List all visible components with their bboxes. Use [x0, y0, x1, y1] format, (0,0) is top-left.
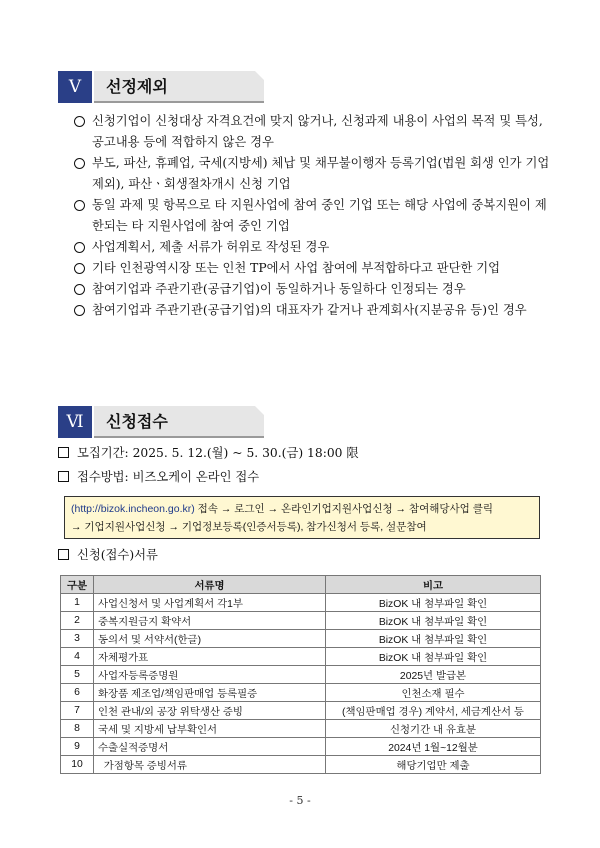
table-row: 8 국세 및 지방세 납부확인서 신청기간 내 유효분 [61, 720, 541, 738]
bullet-circle-icon [74, 284, 85, 295]
table-row: 5 사업자등록증명원 2025년 발급본 [61, 666, 541, 684]
section-6-number: Ⅵ [58, 406, 92, 438]
application-period: 모집기간: 2025. 5. 12.(월) ~ 5. 30.(금) 18:00 限 [58, 444, 359, 462]
table-row: 3 동의서 및 서약서(한글) BizOK 내 첨부파일 확인 [61, 630, 541, 648]
required-documents-table [60, 575, 541, 774]
checkbox-square-icon [58, 471, 69, 482]
exclusion-item: 신청기업이 신청대상 자격요건에 맞지 않거나, 신청과제 내용이 사업의 목적 및 특성, 공고내용 등에 적합하지 않은 경우 [72, 111, 552, 153]
exclusion-item: 참여기업과 주관기관(공급기업)이 동일하거나 동일하다 인정되는 경우 [72, 279, 552, 300]
application-steps-box [64, 496, 540, 539]
bullet-circle-icon [74, 305, 85, 316]
header-note: 비고 [326, 576, 541, 594]
bullet-circle-icon [74, 200, 85, 211]
exclusion-list [72, 111, 552, 321]
checkbox-square-icon [58, 549, 69, 560]
application-steps-line-1: (http://bizok.incheon.go.kr) 접속 → 로그인 → 온라인기업지원사업신청 → 참여해당사업 클릭 [71, 503, 494, 515]
checkbox-square-icon [58, 447, 69, 458]
bizok-url-link[interactable]: (http://bizok.incheon.go.kr) [71, 503, 195, 515]
table-row: 6 화장품 제조업/책임판매업 등록필증 인천소재 필수 [61, 684, 541, 702]
bullet-circle-icon [74, 158, 85, 169]
bullet-circle-icon [74, 116, 85, 127]
table-header-row [61, 576, 541, 594]
header-doc-name: 서류명 [94, 576, 326, 594]
bullet-circle-icon [74, 242, 85, 253]
section-5-header [58, 71, 264, 103]
exclusion-item: 사업계획서, 제출 서류가 허위로 작성된 경우 [72, 237, 552, 258]
section-6-title: 신청접수 [94, 406, 264, 438]
docs-heading: 신청(접수)서류 [58, 546, 158, 564]
bullet-circle-icon [74, 263, 85, 274]
table-row: 2 중복지원금지 확약서 BizOK 내 첨부파일 확인 [61, 612, 541, 630]
section-6-header [58, 406, 264, 438]
exclusion-item: 기타 인천광역시장 또는 인천 TP에서 사업 참여에 부적합하다고 판단한 기업 [72, 258, 552, 279]
section-5-title: 선정제외 [94, 71, 264, 103]
header-no: 구분 [61, 576, 94, 594]
page-number: - 5 - [289, 794, 311, 807]
table-row: 10 가점항목 증빙서류 해당기업만 제출 [61, 756, 541, 774]
exclusion-item: 동일 과제 및 항목으로 타 지원사업에 참여 중인 기업 또는 해당 사업에 중복지원이 제한되는 타 지원사업에 참여 중인 기업 [72, 195, 552, 237]
application-steps-line-2: → 기업지원사업신청 → 기업정보등록(인증서등록), 참가신청서 등록, 설문참여 [71, 521, 427, 533]
application-method: 접수방법: 비즈오케이 온라인 접수 [58, 468, 259, 486]
section-5-number: Ⅴ [58, 71, 92, 103]
table-row: 7 인천 관내/외 공장 위탁생산 증빙 (책임판매업 경우) 계약서, 세금계산서 등 [61, 702, 541, 720]
exclusion-item: 부도, 파산, 휴폐업, 국세(지방세) 체납 및 채무불이행자 등록기업(법원 회생 인가 기업 제외), 파산ㆍ회생절차개시 신청 기업 [72, 153, 552, 195]
table-row: 9 수출실적증명서 2024년 1월~12월분 [61, 738, 541, 756]
exclusion-item: 참여기업과 주관기관(공급기업)의 대표자가 같거나 관계회사(지분공유 등)인 경우 [72, 300, 552, 321]
table-row: 4 자체평가표 BizOK 내 첨부파일 확인 [61, 648, 541, 666]
table-row: 1 사업신청서 및 사업계획서 각1부 BizOK 내 첨부파일 확인 [61, 594, 541, 612]
